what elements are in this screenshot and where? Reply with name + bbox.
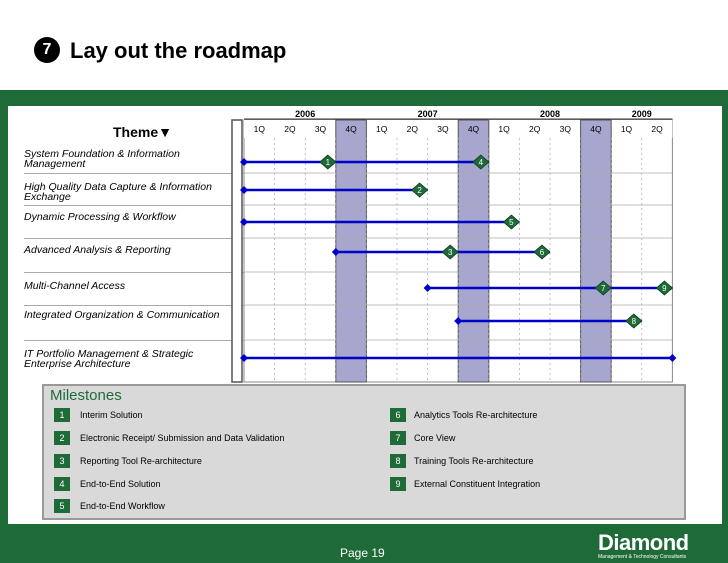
quarter-label: 1Q — [253, 124, 265, 134]
milestone-text: Interim Solution — [80, 410, 143, 420]
theme-label-1: System Foundation & Information Management — [24, 148, 180, 170]
milestone-text: Reporting Tool Re-architecture — [80, 456, 202, 466]
milestone-badge: 2 — [54, 431, 70, 445]
milestone-marker-label: 9 — [662, 284, 667, 293]
quarter-label: 2Q — [651, 124, 663, 134]
company-logo: Diamond — [598, 530, 689, 555]
quarter-label: 1Q — [376, 124, 388, 134]
page-number: Page 19 — [340, 546, 385, 560]
theme-label-5: Multi-Channel Access — [24, 280, 126, 292]
quarter-label: 2Q — [284, 124, 296, 134]
q4-shaded-column — [581, 120, 612, 382]
milestone-marker-label: 1 — [325, 158, 331, 167]
milestones-legend — [42, 384, 686, 520]
quarter-label: 3Q — [314, 124, 327, 134]
milestone-badge: 5 — [54, 499, 70, 513]
quarter-label: 3Q — [437, 124, 449, 134]
page-title: Lay out the roadmap — [70, 38, 287, 63]
milestone-marker-label: 5 — [509, 218, 514, 227]
milestone-badge: 8 — [390, 454, 406, 468]
milestone-badge: 6 — [390, 408, 406, 422]
year-label: 2006 — [295, 109, 316, 119]
milestone-badge: 1 — [54, 408, 70, 422]
theme-label-2: High Quality Data Capture & Information Exchange — [24, 181, 212, 203]
milestone-text: Training Tools Re-architecture — [414, 456, 534, 466]
quarter-label: 4Q — [467, 124, 480, 134]
milestone-text: Electronic Receipt/ Submission and Data Validation — [80, 433, 285, 443]
company-tagline: Management & Technology Consultants — [598, 554, 687, 560]
quarter-label: 3Q — [559, 124, 571, 134]
milestone-text: External Constituent Integration — [414, 479, 541, 489]
milestone-marker-label: 2 — [417, 186, 422, 195]
quarter-label: 2Q — [406, 124, 418, 134]
theme-header[interactable]: Theme▼ — [113, 124, 172, 140]
theme-label-4: Advanced Analysis & Reporting — [24, 244, 171, 256]
theme-label-6: Integrated Organization & Communication — [24, 309, 220, 321]
milestone-marker-label: 6 — [539, 248, 545, 257]
quarter-label: 4Q — [345, 124, 357, 134]
theme-label-3: Dynamic Processing & Workflow — [24, 211, 176, 223]
milestone-badge: 7 — [390, 431, 406, 445]
milestone-marker-label: 7 — [600, 284, 606, 293]
step-number-badge: 7 — [34, 37, 60, 63]
milestone-badge: 3 — [54, 454, 70, 468]
milestone-marker-label: 3 — [447, 248, 453, 257]
theme-label-7: IT Portfolio Management & Strategic Enterprise Architecture — [24, 348, 194, 370]
gantt-left-frame — [232, 120, 242, 382]
year-label: 2007 — [417, 109, 438, 119]
milestones-title: Milestones — [50, 387, 122, 404]
year-label: 2009 — [631, 109, 652, 119]
year-label: 2008 — [539, 109, 561, 119]
milestone-badge: 9 — [390, 477, 406, 491]
quarter-label: 1Q — [620, 124, 633, 134]
quarter-label: 4Q — [590, 124, 602, 134]
milestone-badge: 4 — [54, 477, 70, 491]
quarter-label: 1Q — [498, 124, 510, 134]
milestone-marker-label: 4 — [478, 158, 484, 167]
milestone-marker-label: 8 — [631, 317, 637, 326]
milestone-text: End-to-End Solution — [80, 479, 161, 489]
milestone-text: Core View — [414, 433, 456, 443]
milestone-text: Analytics Tools Re-architecture — [414, 410, 538, 420]
milestone-text: End-to-End Workflow — [80, 501, 165, 511]
quarter-label: 2Q — [529, 124, 541, 134]
